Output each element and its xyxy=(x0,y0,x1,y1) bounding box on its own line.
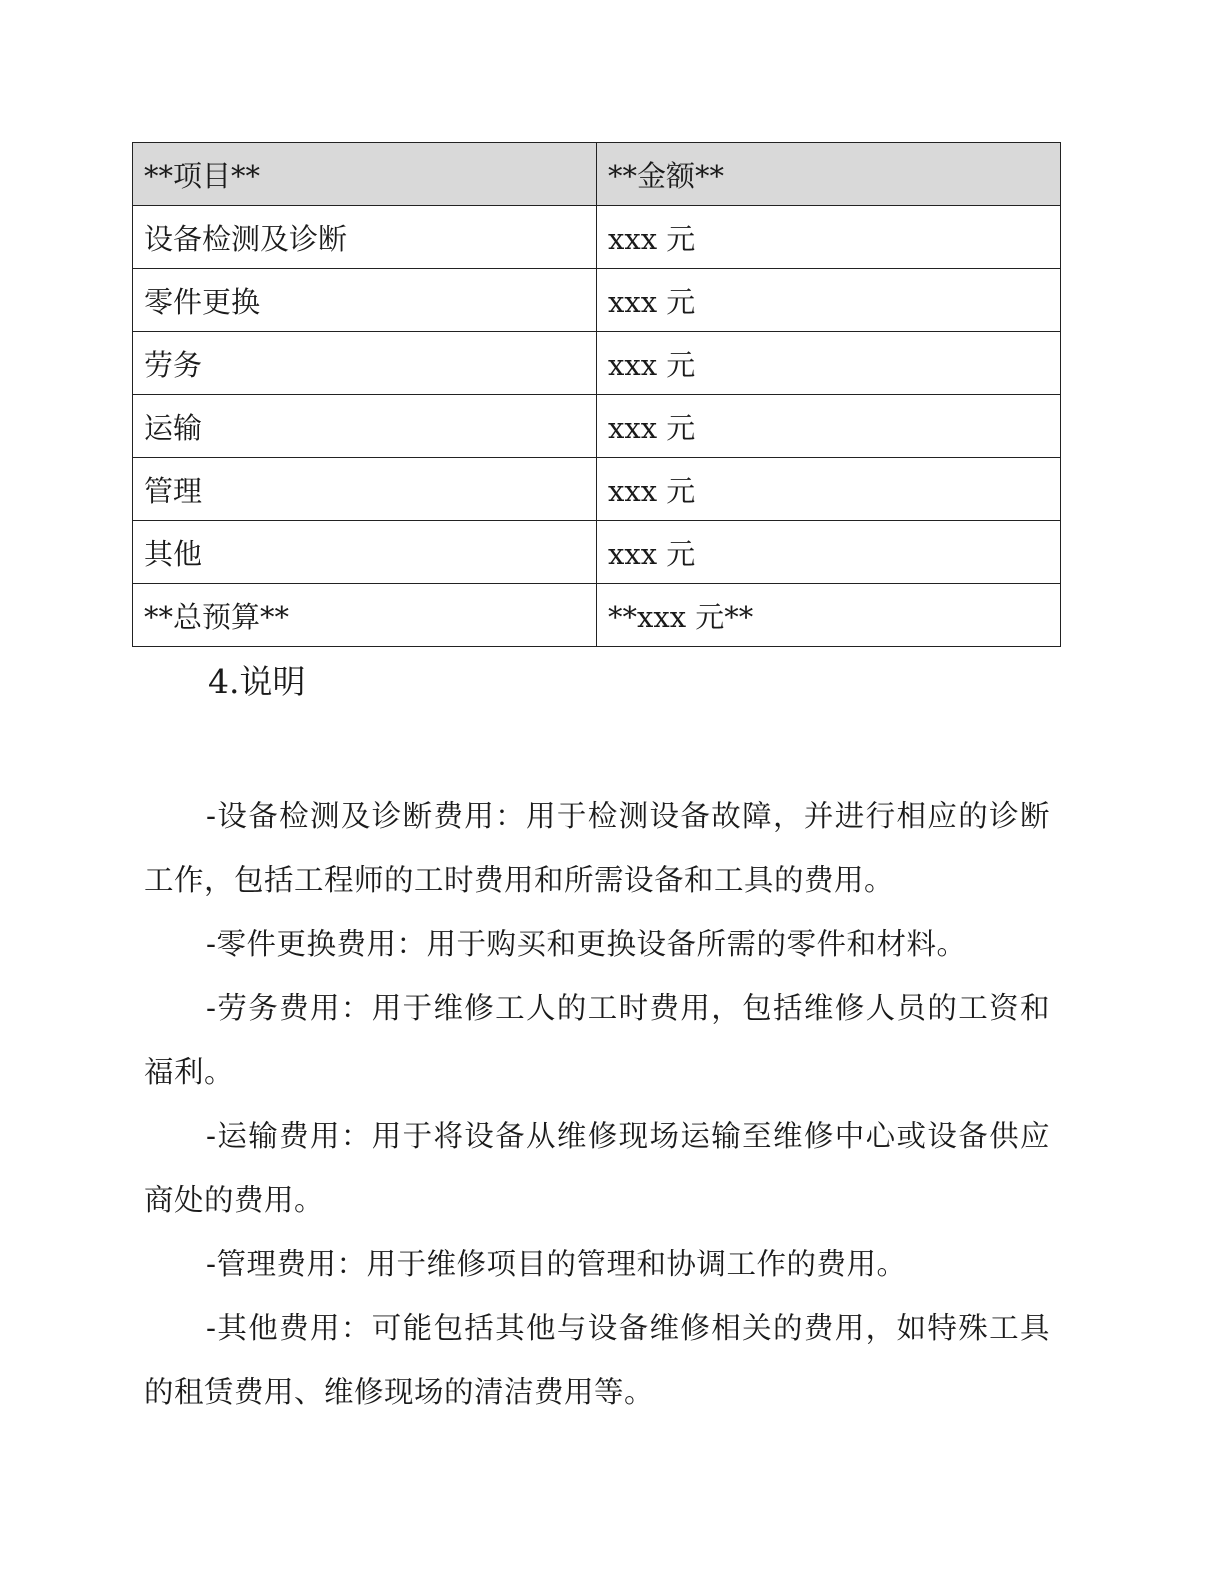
table-row xyxy=(133,395,1061,458)
note-paragraph: -劳务费用：用于维修工人的工时费用，包括维修人员的工资和福利。 xyxy=(144,991,1050,1089)
row-item: 运输 xyxy=(133,395,597,458)
row-amount-total: **xxx 元** xyxy=(597,584,1061,647)
table-row xyxy=(133,332,1061,395)
header-amount: **金额** xyxy=(597,143,1061,206)
note-paragraph: -设备检测及诊断费用：用于检测设备故障，并进行相应的诊断工作，包括工程师的工时费用和所需设备和工具的费用。 xyxy=(144,799,1050,897)
row-amount: xxx 元 xyxy=(597,395,1061,458)
row-item: 其他 xyxy=(133,521,597,584)
note-paragraph: -零件更换费用：用于购买和更换设备所需的零件和材料。 xyxy=(206,927,967,961)
note-paragraph: -运输费用：用于将设备从维修现场运输至维修中心或设备供应商处的费用。 xyxy=(144,1119,1050,1217)
row-amount: xxx 元 xyxy=(597,521,1061,584)
table-row xyxy=(133,206,1061,269)
row-amount: xxx 元 xyxy=(597,269,1061,332)
note-paragraph: -其他费用：可能包括其他与设备维修相关的费用，如特殊工具的租赁费用、维修现场的清洁费用等。 xyxy=(144,1311,1050,1409)
row-item: 管理 xyxy=(133,458,597,521)
row-item: 劳务 xyxy=(133,332,597,395)
header-item: **项目** xyxy=(133,143,597,206)
budget-table xyxy=(132,142,1061,647)
row-amount: xxx 元 xyxy=(597,332,1061,395)
row-item: 零件更换 xyxy=(133,269,597,332)
table-row-total xyxy=(133,584,1061,647)
table-row xyxy=(133,521,1061,584)
notes-list xyxy=(144,784,1050,1424)
table-row xyxy=(133,269,1061,332)
table-row xyxy=(133,458,1061,521)
row-item-total: **总预算** xyxy=(133,584,597,647)
section-heading: 4.说明 xyxy=(208,662,306,701)
table-header-row xyxy=(133,143,1061,206)
row-amount: xxx 元 xyxy=(597,206,1061,269)
row-item: 设备检测及诊断 xyxy=(133,206,597,269)
row-amount: xxx 元 xyxy=(597,458,1061,521)
note-paragraph: -管理费用：用于维修项目的管理和协调工作的费用。 xyxy=(206,1247,907,1281)
